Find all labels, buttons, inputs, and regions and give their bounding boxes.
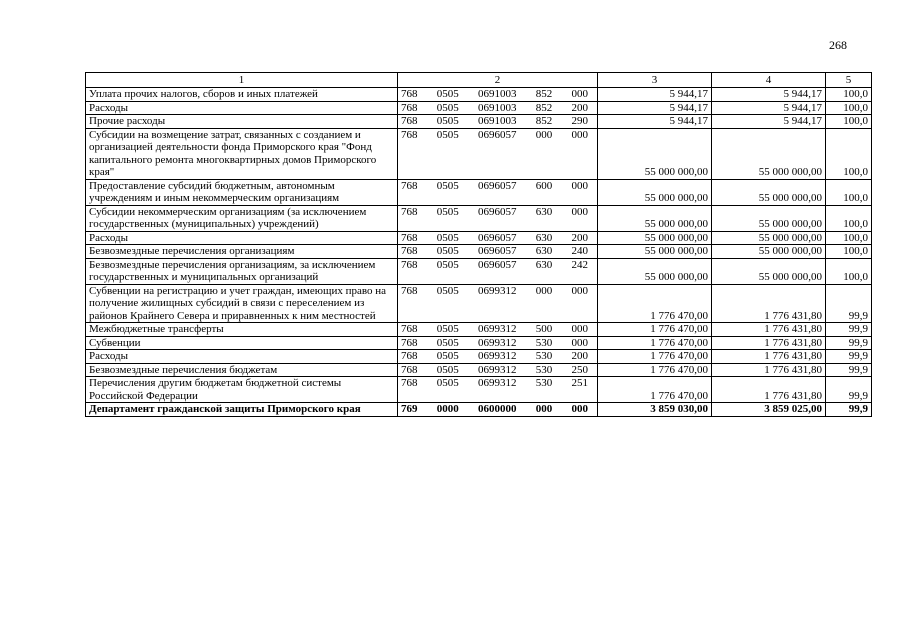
row-name: Безвозмездные перечисления бюджетам: [86, 363, 398, 377]
code-segment: 000: [535, 128, 553, 141]
row-name: Департамент гражданской защиты Приморского края: [86, 403, 398, 417]
code-segment: 600: [535, 179, 553, 192]
row-codes: [398, 284, 598, 323]
code-segment: 768: [401, 350, 418, 362]
planned-amount: 55 000 000,00: [598, 231, 712, 245]
code-segment: 0000: [436, 403, 459, 415]
page-number: 268: [829, 38, 847, 52]
row-name: Межбюджетные трансферты: [86, 323, 398, 337]
code-segment: 000: [571, 128, 588, 141]
execution-percent: 99,9: [826, 363, 872, 377]
table-row: [86, 323, 872, 337]
code-segment: 768: [401, 245, 418, 257]
code-segment: 630: [535, 245, 553, 257]
table-row: [86, 363, 872, 377]
code-segment: 0505: [436, 128, 459, 141]
table-row: [86, 88, 872, 102]
code-segment: 0505: [436, 377, 459, 389]
code-segment: 0691003: [478, 101, 517, 114]
code-segment: 0699312: [478, 377, 517, 389]
row-codes: [398, 258, 598, 284]
row-name: Субвенции: [86, 336, 398, 350]
table-row: [86, 403, 872, 417]
row-codes: [398, 115, 598, 129]
code-segment: 768: [401, 258, 418, 271]
planned-amount: 55 000 000,00: [598, 258, 712, 284]
code-segment: 768: [401, 128, 418, 141]
code-segment: 000: [571, 323, 588, 335]
code-segment: 630: [535, 231, 553, 244]
table-row: [86, 205, 872, 231]
code-segment: 240: [571, 245, 588, 257]
table-row: [86, 101, 872, 115]
code-segment: 0691003: [478, 88, 517, 100]
code-segment: 000: [571, 403, 588, 415]
code-segment: 0691003: [478, 115, 517, 127]
row-codes: [398, 350, 598, 364]
code-segment: 0696057: [478, 179, 517, 192]
code-segment: 0699312: [478, 363, 517, 376]
code-segment: 000: [571, 284, 588, 297]
row-name: Предоставление субсидий бюджетным, автономным учреждениям и иным некоммерческим организациям: [86, 179, 398, 205]
code-segment: 0505: [436, 245, 459, 257]
table-row: [86, 350, 872, 364]
code-segment: 852: [535, 88, 553, 100]
planned-amount: 5 944,17: [598, 115, 712, 129]
planned-amount: 1 776 470,00: [598, 336, 712, 350]
executed-amount: 5 944,17: [712, 115, 826, 129]
executed-amount: 55 000 000,00: [712, 245, 826, 259]
execution-percent: 100,0: [826, 88, 872, 102]
column-header: 3: [598, 73, 712, 88]
execution-percent: 99,9: [826, 350, 872, 364]
execution-percent: 100,0: [826, 205, 872, 231]
code-segment: 000: [571, 205, 588, 218]
row-name: Субсидии некоммерческим организациям (за исключением государственных (муниципальных) учреждений): [86, 205, 398, 231]
code-segment: 250: [571, 363, 588, 376]
code-segment: 0505: [436, 115, 459, 127]
code-segment: 768: [401, 88, 418, 100]
executed-amount: 55 000 000,00: [712, 128, 826, 179]
column-header: 1: [86, 73, 398, 88]
planned-amount: 5 944,17: [598, 88, 712, 102]
code-segment: 768: [401, 115, 418, 127]
table-row: [86, 258, 872, 284]
code-segment: 0505: [436, 336, 459, 349]
column-header: 2: [398, 73, 598, 88]
code-segment: 242: [571, 258, 588, 271]
column-number-row: [86, 73, 872, 88]
code-segment: 530: [535, 336, 553, 349]
code-segment: 0505: [436, 350, 459, 362]
table-row: [86, 336, 872, 350]
code-segment: 768: [401, 231, 418, 244]
code-segment: 200: [571, 231, 588, 244]
column-header: 4: [712, 73, 826, 88]
code-segment: 0505: [436, 258, 459, 271]
code-segment: 0696057: [478, 231, 517, 244]
row-name: Уплата прочих налогов, сборов и иных платежей: [86, 88, 398, 102]
executed-amount: 55 000 000,00: [712, 231, 826, 245]
table-row: [86, 284, 872, 323]
execution-percent: 99,9: [826, 377, 872, 403]
code-segment: 0696057: [478, 128, 517, 141]
code-segment: 0600000: [478, 403, 517, 415]
planned-amount: 1 776 470,00: [598, 377, 712, 403]
execution-percent: 99,9: [826, 323, 872, 337]
code-segment: 768: [401, 336, 418, 349]
execution-percent: 99,9: [826, 284, 872, 323]
row-name: Перечисления другим бюджетам бюджетной системы Российской Федерации: [86, 377, 398, 403]
table-row: [86, 231, 872, 245]
row-name: Безвозмездные перечисления организациям: [86, 245, 398, 259]
executed-amount: 1 776 431,80: [712, 363, 826, 377]
code-segment: 768: [401, 179, 418, 192]
code-segment: 0505: [436, 363, 459, 376]
row-codes: [398, 101, 598, 115]
code-segment: 0699312: [478, 323, 517, 335]
code-segment: 251: [571, 377, 588, 389]
code-segment: 0696057: [478, 245, 517, 257]
executed-amount: 1 776 431,80: [712, 336, 826, 350]
row-codes: [398, 377, 598, 403]
execution-percent: 100,0: [826, 115, 872, 129]
row-name: Безвозмездные перечисления организациям, за исключением государственных и муниципальных организаций: [86, 258, 398, 284]
table-row: [86, 128, 872, 179]
code-segment: 000: [571, 88, 588, 100]
code-segment: 768: [401, 377, 418, 389]
code-segment: 852: [535, 101, 553, 114]
row-codes: [398, 205, 598, 231]
planned-amount: 1 776 470,00: [598, 350, 712, 364]
row-codes: [398, 363, 598, 377]
planned-amount: 55 000 000,00: [598, 205, 712, 231]
row-codes: [398, 179, 598, 205]
table-row: [86, 115, 872, 129]
row-name: Расходы: [86, 231, 398, 245]
executed-amount: 1 776 431,80: [712, 350, 826, 364]
row-codes: [398, 336, 598, 350]
code-segment: 768: [401, 363, 418, 376]
planned-amount: 55 000 000,00: [598, 179, 712, 205]
executed-amount: 1 776 431,80: [712, 377, 826, 403]
code-segment: 852: [535, 115, 553, 127]
code-segment: 000: [571, 336, 588, 349]
executed-amount: 55 000 000,00: [712, 258, 826, 284]
code-segment: 0699312: [478, 336, 517, 349]
code-segment: 0505: [436, 101, 459, 114]
code-segment: 768: [401, 101, 418, 114]
code-segment: 200: [571, 350, 588, 362]
execution-percent: 99,9: [826, 336, 872, 350]
planned-amount: 1 776 470,00: [598, 363, 712, 377]
code-segment: 000: [571, 179, 588, 192]
code-segment: 0505: [436, 231, 459, 244]
execution-percent: 100,0: [826, 245, 872, 259]
code-segment: 530: [535, 350, 553, 362]
executed-amount: 55 000 000,00: [712, 179, 826, 205]
executed-amount: 55 000 000,00: [712, 205, 826, 231]
code-segment: 000: [535, 403, 553, 415]
code-segment: 0505: [436, 205, 459, 218]
execution-percent: 100,0: [826, 179, 872, 205]
code-segment: 290: [571, 115, 588, 127]
table-row: [86, 377, 872, 403]
planned-amount: 1 776 470,00: [598, 323, 712, 337]
execution-percent: 100,0: [826, 231, 872, 245]
row-name: Расходы: [86, 350, 398, 364]
code-segment: 200: [571, 101, 588, 114]
code-segment: 768: [401, 284, 418, 297]
code-segment: 530: [535, 377, 553, 389]
executed-amount: 1 776 431,80: [712, 323, 826, 337]
code-segment: 0696057: [478, 205, 517, 218]
row-codes: [398, 231, 598, 245]
row-codes: [398, 88, 598, 102]
row-codes: [398, 128, 598, 179]
executed-amount: 5 944,17: [712, 88, 826, 102]
planned-amount: 5 944,17: [598, 101, 712, 115]
code-segment: 0699312: [478, 284, 517, 297]
execution-percent: 100,0: [826, 128, 872, 179]
executed-amount: 5 944,17: [712, 101, 826, 115]
code-segment: 0699312: [478, 350, 517, 362]
code-segment: 000: [535, 284, 553, 297]
planned-amount: 55 000 000,00: [598, 245, 712, 259]
execution-percent: 100,0: [826, 258, 872, 284]
code-segment: 630: [535, 258, 553, 271]
code-segment: 0505: [436, 179, 459, 192]
code-segment: 768: [401, 205, 418, 218]
code-segment: 0505: [436, 323, 459, 335]
table-row: [86, 245, 872, 259]
budget-table: [85, 72, 872, 417]
planned-amount: 55 000 000,00: [598, 128, 712, 179]
code-segment: 0505: [436, 88, 459, 100]
code-segment: 0696057: [478, 258, 517, 271]
table-row: [86, 179, 872, 205]
row-codes: [398, 323, 598, 337]
execution-percent: 99,9: [826, 403, 872, 417]
row-name: Субвенции на регистрацию и учет граждан, имеющих право на получение жилищных субсидий в связи с переселением из районов Крайнего Севера и приравненных к ним местностей: [86, 284, 398, 323]
execution-percent: 100,0: [826, 101, 872, 115]
code-segment: 630: [535, 205, 553, 218]
row-name: Субсидии на возмещение затрат, связанных с созданием и организацией деятельности фонда Приморского края "Фонд капитального ремонта многоквартирных домов Приморского края": [86, 128, 398, 179]
code-segment: 500: [535, 323, 553, 335]
executed-amount: 1 776 431,80: [712, 284, 826, 323]
column-header: 5: [826, 73, 872, 88]
code-segment: 768: [401, 323, 418, 335]
row-codes: [398, 245, 598, 259]
row-name: Прочие расходы: [86, 115, 398, 129]
planned-amount: 1 776 470,00: [598, 284, 712, 323]
code-segment: 769: [401, 403, 418, 415]
executed-amount: 3 859 025,00: [712, 403, 826, 417]
row-name: Расходы: [86, 101, 398, 115]
row-codes: [398, 403, 598, 417]
code-segment: 530: [535, 363, 553, 376]
planned-amount: 3 859 030,00: [598, 403, 712, 417]
code-segment: 0505: [436, 284, 459, 297]
